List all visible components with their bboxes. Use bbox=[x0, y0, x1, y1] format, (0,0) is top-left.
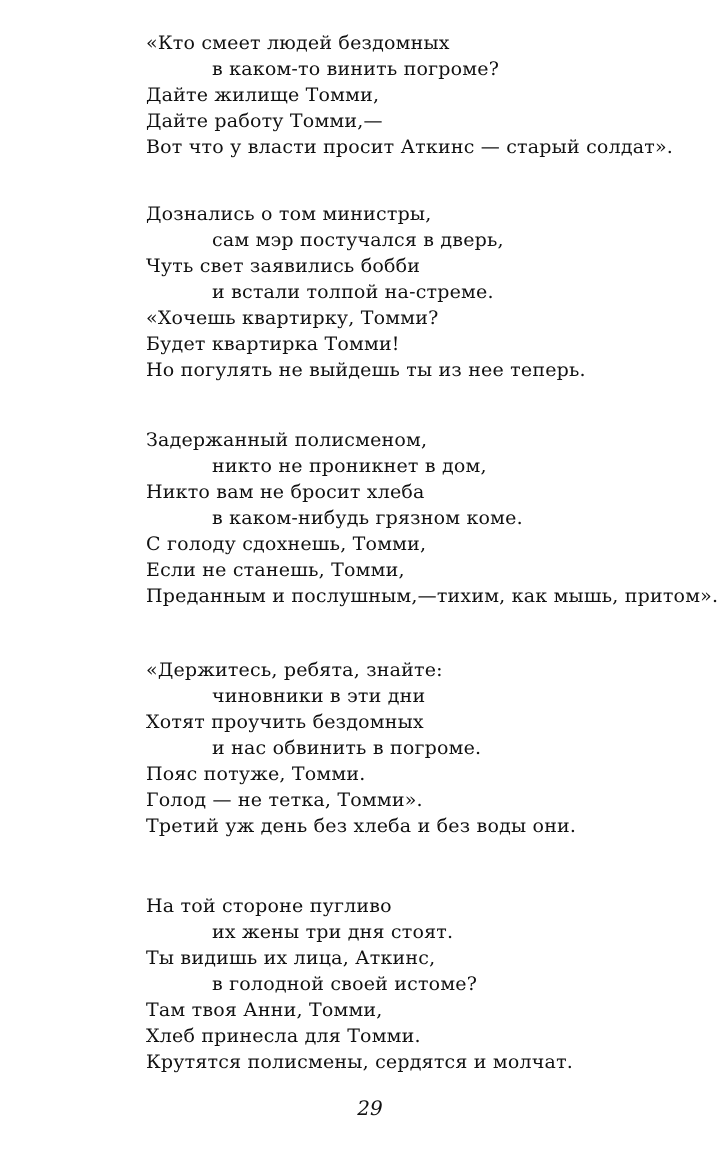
verse-line: Третий уж день без хлеба и без воды они. bbox=[146, 815, 577, 837]
verse-line: «Держитесь, ребята, знайте: bbox=[146, 659, 443, 681]
verse-line: Преданным и послушным,—тихим, как мышь, притом». bbox=[146, 585, 719, 607]
verse-line: Пояс потуже, Томми. bbox=[146, 763, 366, 785]
page-number: 29 bbox=[357, 1096, 383, 1120]
verse-line: На той стороне пугливо bbox=[146, 895, 392, 917]
verse-line: Хлеб принесла для Томми. bbox=[146, 1025, 421, 1047]
verse-line: и встали толпой на-стреме. bbox=[212, 281, 494, 303]
verse-line: в голодной своей истоме? bbox=[212, 973, 478, 995]
verse-line: Дознались о том министры, bbox=[146, 203, 432, 225]
verse-line: их жены три дня стоят. bbox=[212, 921, 454, 943]
verse-line: Крутятся полисмены, сердятся и молчат. bbox=[146, 1051, 574, 1073]
verse-line: чиновники в эти дни bbox=[212, 685, 426, 707]
verse-line: никто не проникнет в дом, bbox=[212, 455, 487, 477]
verse-line: Дайте жилище Томми, bbox=[146, 84, 380, 106]
verse-line: в каком-нибудь грязном коме. bbox=[212, 507, 523, 529]
verse-line: Чуть свет заявились бобби bbox=[146, 255, 421, 277]
verse-line: Хотят проучить бездомных bbox=[146, 711, 424, 733]
verse-line: Ты видишь их лица, Аткинс, bbox=[146, 947, 436, 969]
verse-line: Дайте работу Томми,— bbox=[146, 110, 383, 132]
verse-line: «Кто смеет людей бездомных bbox=[146, 32, 450, 54]
stanza-1 bbox=[146, 30, 706, 160]
verse-line: «Хочешь квартирку, Томми? bbox=[146, 307, 439, 329]
verse-line: Голод — не тетка, Томми». bbox=[146, 789, 423, 811]
stanza-2 bbox=[146, 201, 706, 383]
verse-line: Задержанный полисменом, bbox=[146, 429, 428, 451]
verse-line: Будет квартирка Томми! bbox=[146, 333, 400, 355]
stanza-3 bbox=[146, 427, 719, 609]
stanza-4 bbox=[146, 657, 706, 839]
verse-line: и нас обвинить в погроме. bbox=[212, 737, 482, 759]
stanza-5 bbox=[146, 893, 706, 1075]
verse-line: Никто вам не бросит хлеба bbox=[146, 481, 425, 503]
verse-line: Но погулять не выйдешь ты из нее теперь. bbox=[146, 359, 586, 381]
verse-line: в каком-то винить погроме? bbox=[212, 58, 500, 80]
verse-line: С голоду сдохнешь, Томми, bbox=[146, 533, 427, 555]
verse-line: Вот что у власти просит Аткинс — старый солдат». bbox=[146, 136, 674, 158]
verse-line: Там твоя Анни, Томми, bbox=[146, 999, 383, 1021]
verse-line: Если не станешь, Томми, bbox=[146, 559, 405, 581]
verse-line: сам мэр постучался в дверь, bbox=[212, 229, 504, 251]
